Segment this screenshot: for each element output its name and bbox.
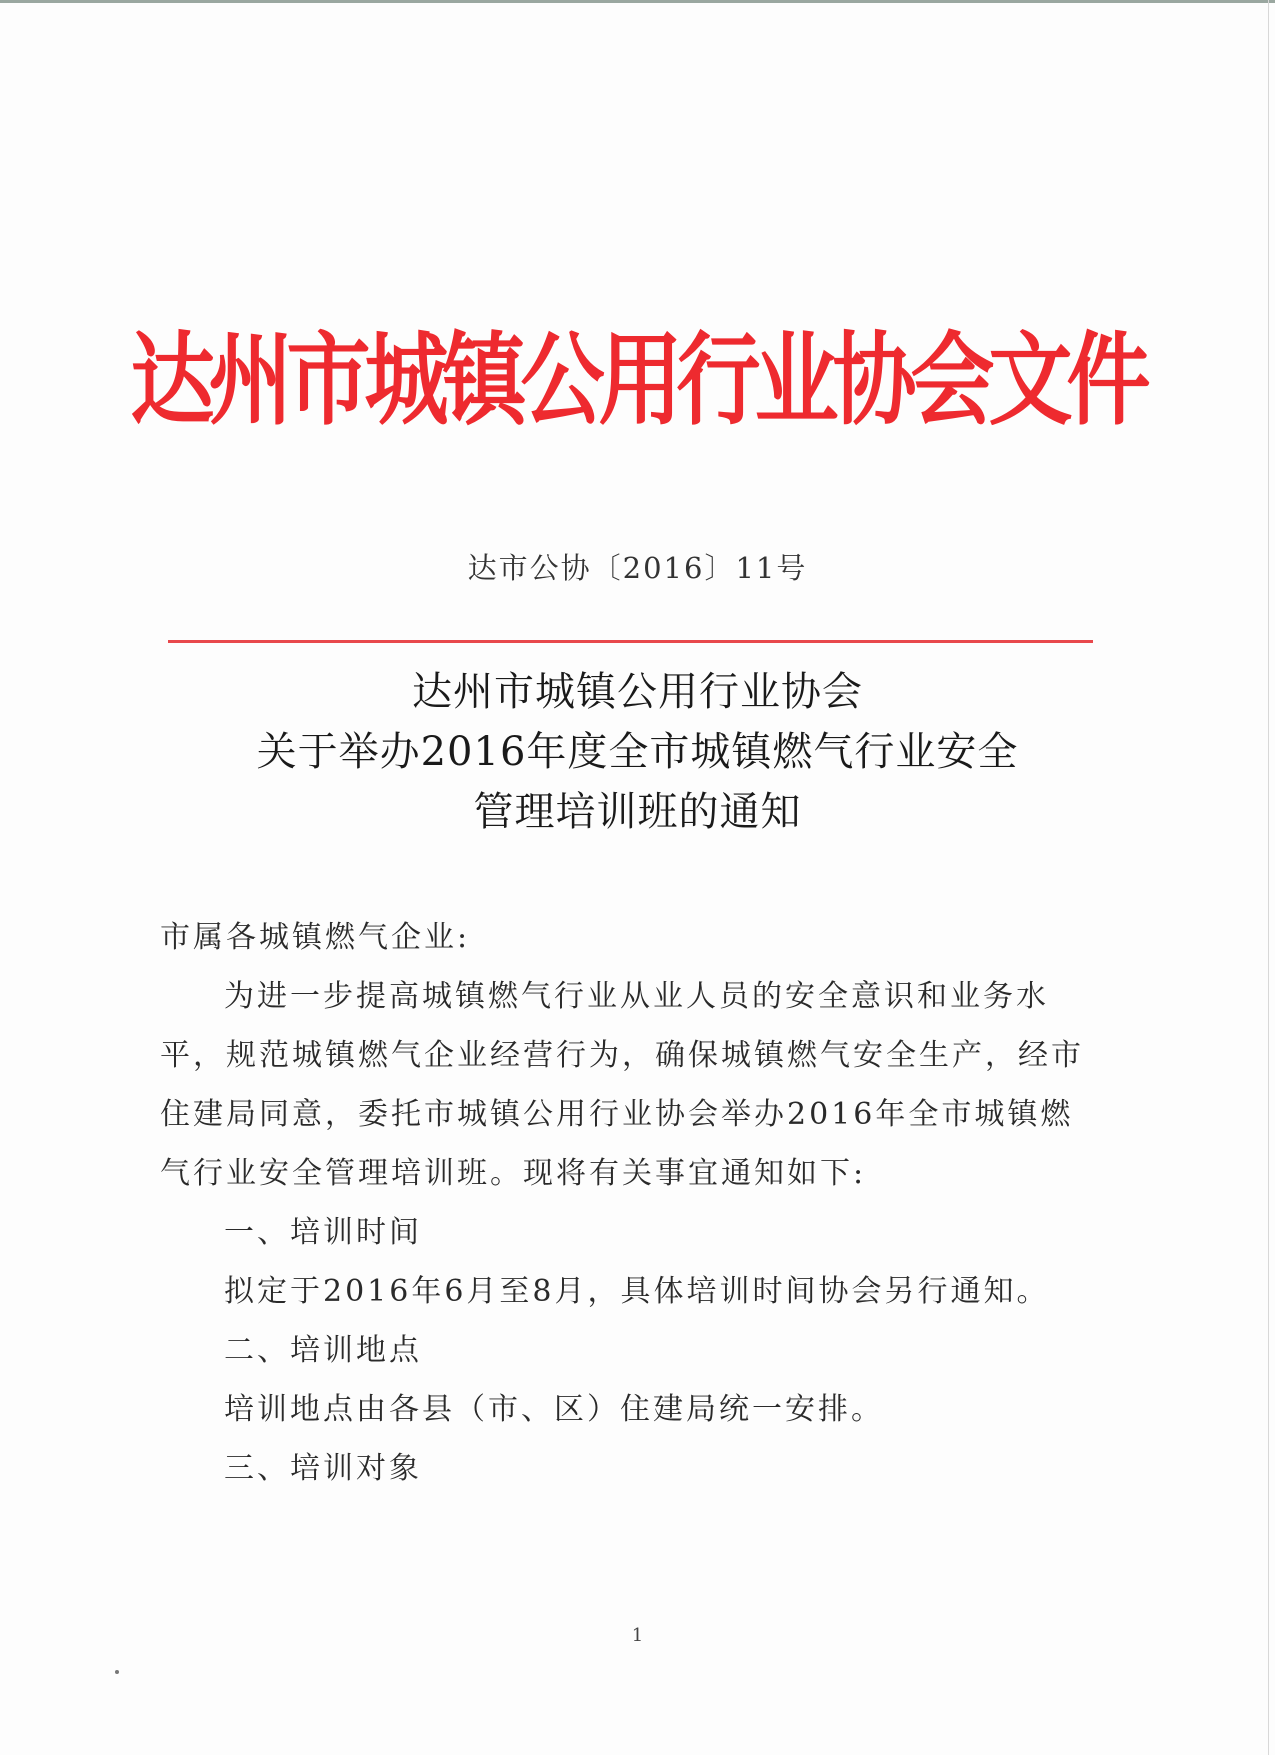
section-heading-audience: 三、培训对象 bbox=[224, 1451, 422, 1486]
scan-speck bbox=[115, 1670, 119, 1674]
red-divider-line bbox=[168, 640, 1093, 643]
page-number: 1 bbox=[631, 1625, 644, 1646]
section-text-time: 拟定于2016年6月至8月，具体培训时间协会另行通知。 bbox=[224, 1274, 1050, 1309]
scan-edge-top bbox=[0, 0, 1275, 3]
section-heading-location: 二、培训地点 bbox=[224, 1333, 422, 1368]
notice-title-line-2: 关于举办2016年度全市城镇燃气行业安全 bbox=[256, 729, 1019, 775]
salutation: 市属各城镇燃气企业: bbox=[160, 920, 471, 955]
scan-edge-right bbox=[1268, 0, 1269, 1755]
section-heading-time: 一、培训时间 bbox=[224, 1215, 422, 1250]
section-text-location: 培训地点由各县（市、区）住建局统一安排。 bbox=[224, 1392, 884, 1427]
document-number: 达市公协〔2016〕11号 bbox=[467, 551, 808, 585]
notice-title-line-3: 管理培训班的通知 bbox=[473, 789, 802, 835]
intro-line-2: 平，规范城镇燃气企业经营行为，确保城镇燃气安全生产，经市 bbox=[160, 1038, 1084, 1073]
notice-title-line-1: 达州市城镇公用行业协会 bbox=[412, 669, 863, 715]
masthead-title: 达州市城镇公用行业协会文件 bbox=[130, 321, 1145, 440]
intro-line-3: 住建局同意，委托市城镇公用行业协会举办2016年全市城镇燃 bbox=[160, 1097, 1074, 1132]
intro-line-4: 气行业安全管理培训班。现将有关事宜通知如下: bbox=[160, 1156, 867, 1191]
notice-title bbox=[0, 662, 1275, 842]
notice-body bbox=[160, 908, 1084, 1498]
intro-line-1: 为进一步提高城镇燃气行业从业人员的安全意识和业务水 bbox=[224, 979, 1049, 1014]
